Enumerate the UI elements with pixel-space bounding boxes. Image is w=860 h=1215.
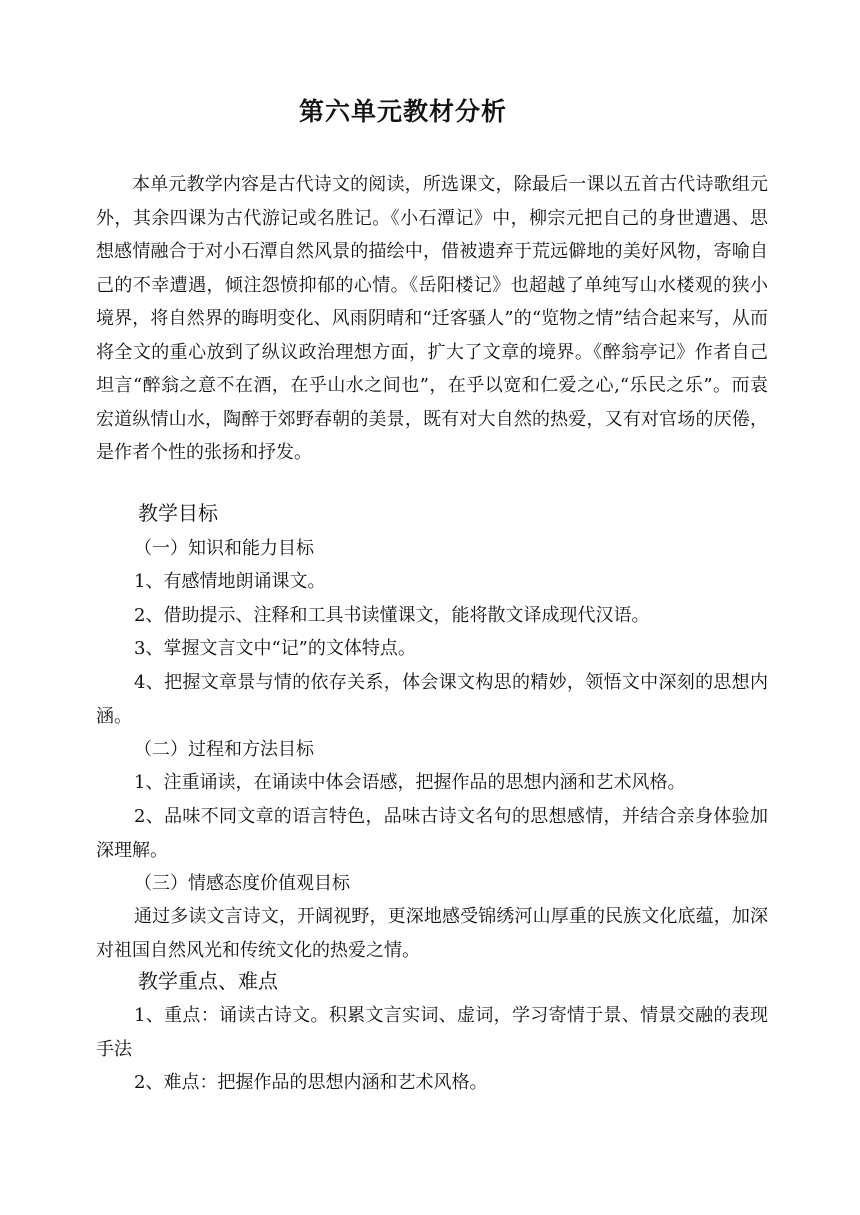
key-point-item: 2、难点：把握作品的思想内涵和艺术风格。 [134, 1072, 488, 1093]
knowledge-goal-item: 3、掌握文言文中“记”的文体特点。 [134, 638, 416, 659]
intro-paragraph: 本单元教学内容是古代诗文的阅读，所选课文，除最后一课以五首古代诗歌组元外，其余四课为古代游记或名胜记。《小石潭记》中，柳宗元把自己的身世遭遇、思想感情融合于对小石潭自然风景的描绘中，借被遗弃于荒远僻地的美好风物，寄喻自己的不幸遭遇，倾注怨愤抑郁的心情。《岳阳楼记》也超越了单纯写山水楼观的狭小境界，将自然界的晦明变化、风雨阴晴和“迁客骚人”的“览物之情”结合起来写，从而将全文的重心放到了纵议政治理想方面，扩大了文章的境界。《醉翁亭记》作者自己坦言“醉翁之意不在酒，在乎山水之间也”，在乎以宽和仁爱之心,“乐民之乐”。而袁宏道纵情山水，陶醉于郊野春朝的美景，既有对大自然的热爱，又有对官场的厌倦，是作者个性的张扬和抒发。 [96, 174, 768, 463]
knowledge-goal-item: 4、把握文章景与情的依存关系，体会课文构思的精妙，领悟文中深刻的思想内涵。 [96, 672, 768, 727]
knowledge-goal-item: 1、有感情地朗诵课文。 [134, 571, 326, 592]
teaching-goals-heading: 教学目标 [138, 501, 218, 525]
process-goal-item: 2、品味不同文章的语言特色，品味古诗文名句的思想感情，并结合亲身体验加深理解。 [96, 806, 768, 861]
knowledge-goal-item: 2、借助提示、注释和工具书读懂课文，能将散文译成现代汉语。 [134, 605, 650, 626]
process-goal-item: 1、注重诵读，在诵读中体会语感，把握作品的思想内涵和艺术风格。 [134, 772, 686, 793]
attitude-goal-text: 通过多读文言诗文，开阔视野，更深地感受锦绣河山厚重的民族文化底蕴，加深对祖国自然风光和传统文化的热爱之情。 [96, 906, 768, 961]
key-point-item: 1、重点：诵读古诗文。积累文言实词、虚词，学习寄情于景、情景交融的表现手法 [96, 1005, 768, 1060]
knowledge-goals-heading: （一）知识和能力目标 [134, 538, 314, 559]
attitude-goals-heading: （三）情感态度价值观目标 [134, 873, 350, 894]
process-goals-heading: （二）过程和方法目标 [134, 739, 314, 760]
key-points-heading: 教学重点、难点 [138, 969, 278, 993]
page-title: 第六单元教材分析 [298, 97, 507, 126]
